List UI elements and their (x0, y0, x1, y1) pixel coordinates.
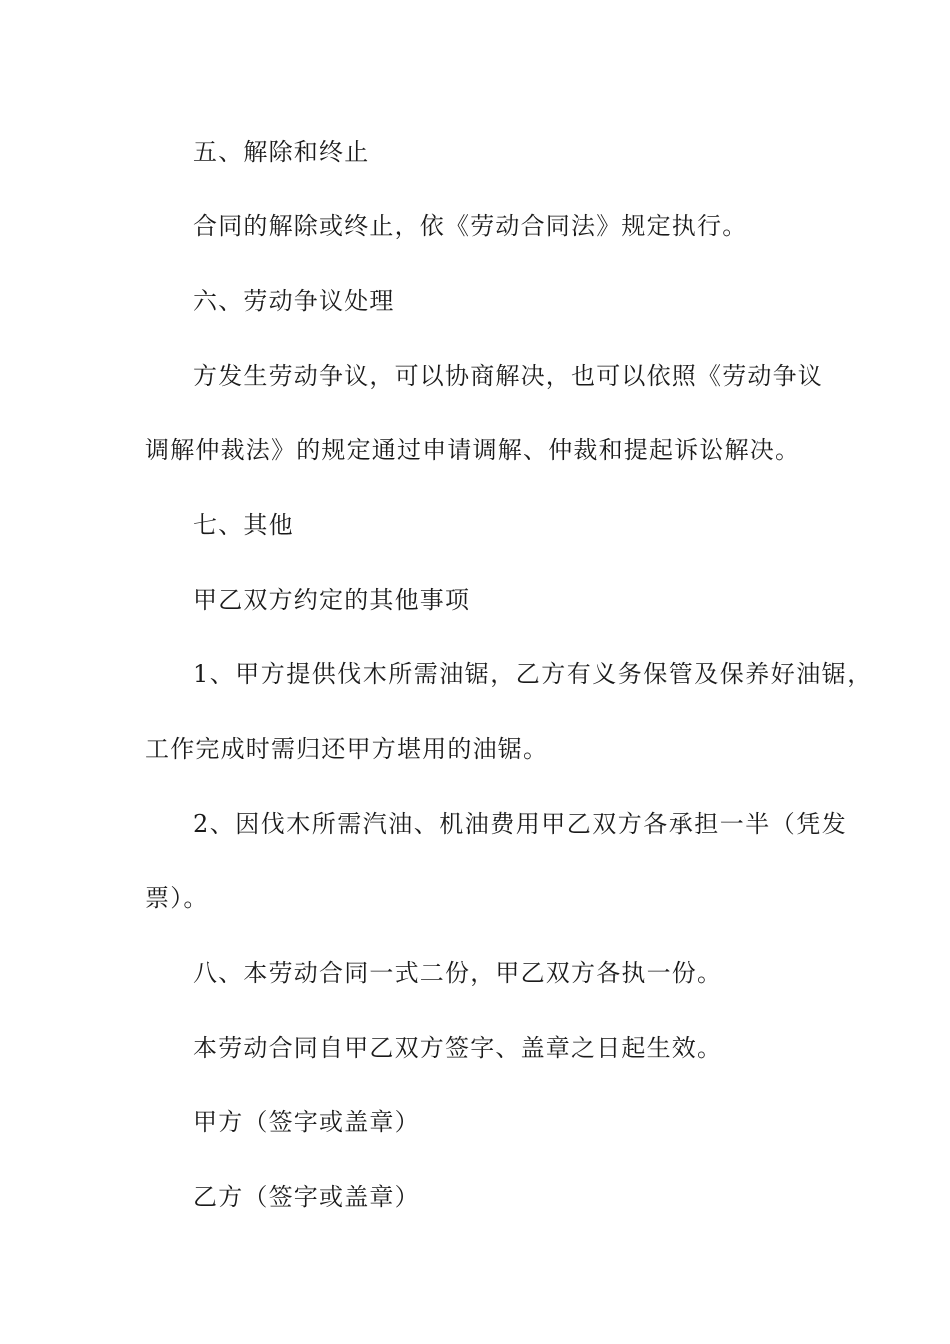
paragraph-line: 合同的解除或终止，依《劳动合同法》规定执行。 (193, 212, 748, 240)
paragraph-line: 调解仲裁法》的规定通过申请调解、仲裁和提起诉讼解决。 (145, 436, 801, 464)
paragraph-line: 工作完成时需归还甲方堪用的油锯。 (145, 735, 549, 763)
section-heading-copies: 八、本劳动合同一式二份，甲乙双方各执一份。 (193, 959, 723, 987)
paragraph-line: 甲乙双方约定的其他事项 (193, 586, 471, 614)
paragraph-line: 方发生劳动争议，可以协商解决，也可以依照《劳动争议 (193, 362, 823, 390)
list-item: 1、甲方提供伐木所需油锯，乙方有义务保管及保养好油锯， (193, 660, 873, 688)
paragraph-line: 本劳动合同自甲乙双方签字、盖章之日起生效。 (193, 1034, 723, 1062)
section-heading-other: 七、其他 (193, 511, 294, 539)
paragraph-line: 票）。 (145, 884, 209, 912)
signature-party-b: 乙方（签字或盖章） (193, 1183, 420, 1211)
list-item: 2、因伐木所需汽油、机油费用甲乙双方各承担一半（凭发 (193, 810, 848, 838)
signature-party-a: 甲方（签字或盖章） (193, 1108, 420, 1136)
section-heading-termination: 五、解除和终止 (193, 138, 370, 166)
section-heading-dispute: 六、劳动争议处理 (193, 287, 395, 315)
